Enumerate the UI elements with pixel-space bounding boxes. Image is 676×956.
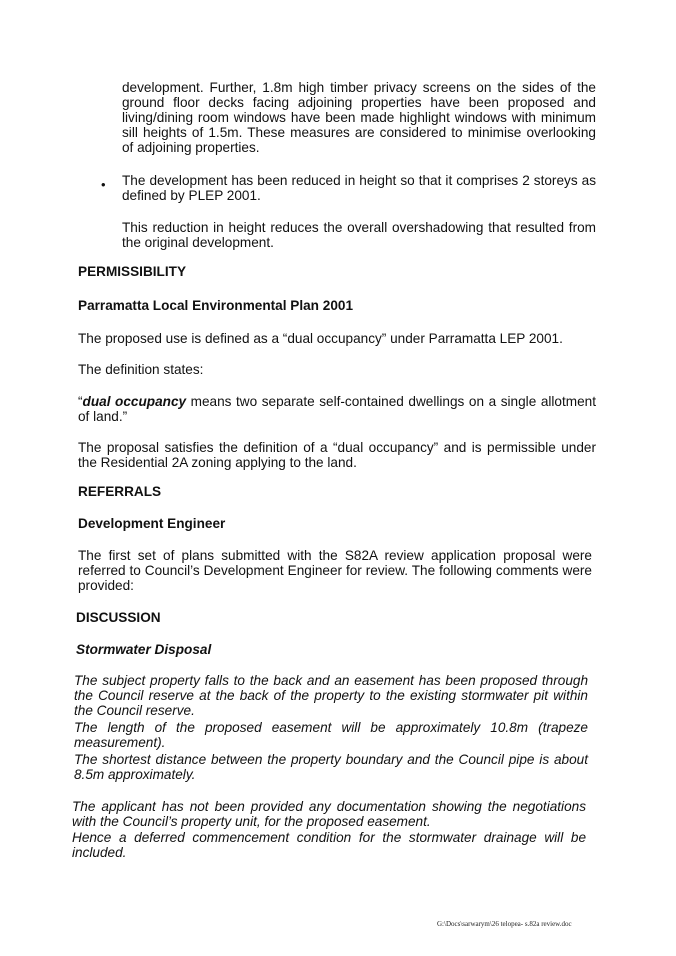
footer-file-path: G:\Docs\sarwarym\26 telopea- s.82a review.doc: [437, 920, 572, 928]
stormwater-para-4: The applicant has not been provided any documentation showing the negotiations with the Council’s property unit, for the proposed easement.: [72, 799, 586, 829]
para-first-set: The first set of plans submitted with the S82A review application proposal were referred to Council’s Development Engineer for review. The following comments were provided:: [78, 548, 592, 593]
heading-discussion: DISCUSSION: [76, 610, 161, 625]
para-definition-states: The definition states:: [78, 362, 204, 377]
intro-paragraph: development. Further, 1.8m high timber privacy screens on the sides of the ground floor decks facing adjoining properties have been proposed and living/dining room windows have been made highlight windows with minimum sill heights of 1.5m. These measures are considered to minimise overlooking of adjoining properties.: [122, 80, 596, 155]
heading-stormwater-disposal: Stormwater Disposal: [76, 642, 212, 657]
stormwater-para-2: The length of the proposed easement will be approximately 10.8m (trapeze measurement).: [74, 720, 588, 750]
para-satisfies: The proposal satisfies the definition of a “dual occupancy” and is permissible under the Residential 2A zoning applying to the land.: [78, 440, 596, 470]
definition-open-quote: “: [78, 394, 83, 409]
stormwater-para-1: The subject property falls to the back and an easement has been proposed through the Council reserve at the back of the property to the existing stormwater pit within the Council reserve.: [74, 673, 588, 718]
height-reduction-paragraph: This reduction in height reduces the overall overshadowing that resulted from the original development.: [122, 220, 596, 250]
heading-development-engineer: Development Engineer: [78, 516, 226, 531]
definition-paragraph: [78, 394, 596, 424]
stormwater-para-3: The shortest distance between the property boundary and the Council pipe is about 8.5m approximately.: [74, 752, 588, 782]
heading-referrals: REFERRALS: [78, 484, 162, 499]
heading-permissibility: PERMISSIBILITY: [78, 264, 187, 279]
definition-term: dual occupancy: [82, 394, 187, 409]
heading-plep-2001: Parramatta Local Environmental Plan 2001: [78, 298, 354, 313]
para-use-defined: The proposed use is defined as a “dual occupancy” under Parramatta LEP 2001.: [78, 331, 563, 346]
bullet-text: The development has been reduced in height so that it comprises 2 storeys as defined by PLEP 2001.: [122, 173, 596, 203]
bullet-marker: •: [101, 177, 106, 192]
definition-body: means two separate self-contained dwellings on a single allotment of land.”: [78, 394, 596, 424]
stormwater-para-5: Hence a deferred commencement condition for the stormwater drainage will be included.: [72, 830, 586, 860]
